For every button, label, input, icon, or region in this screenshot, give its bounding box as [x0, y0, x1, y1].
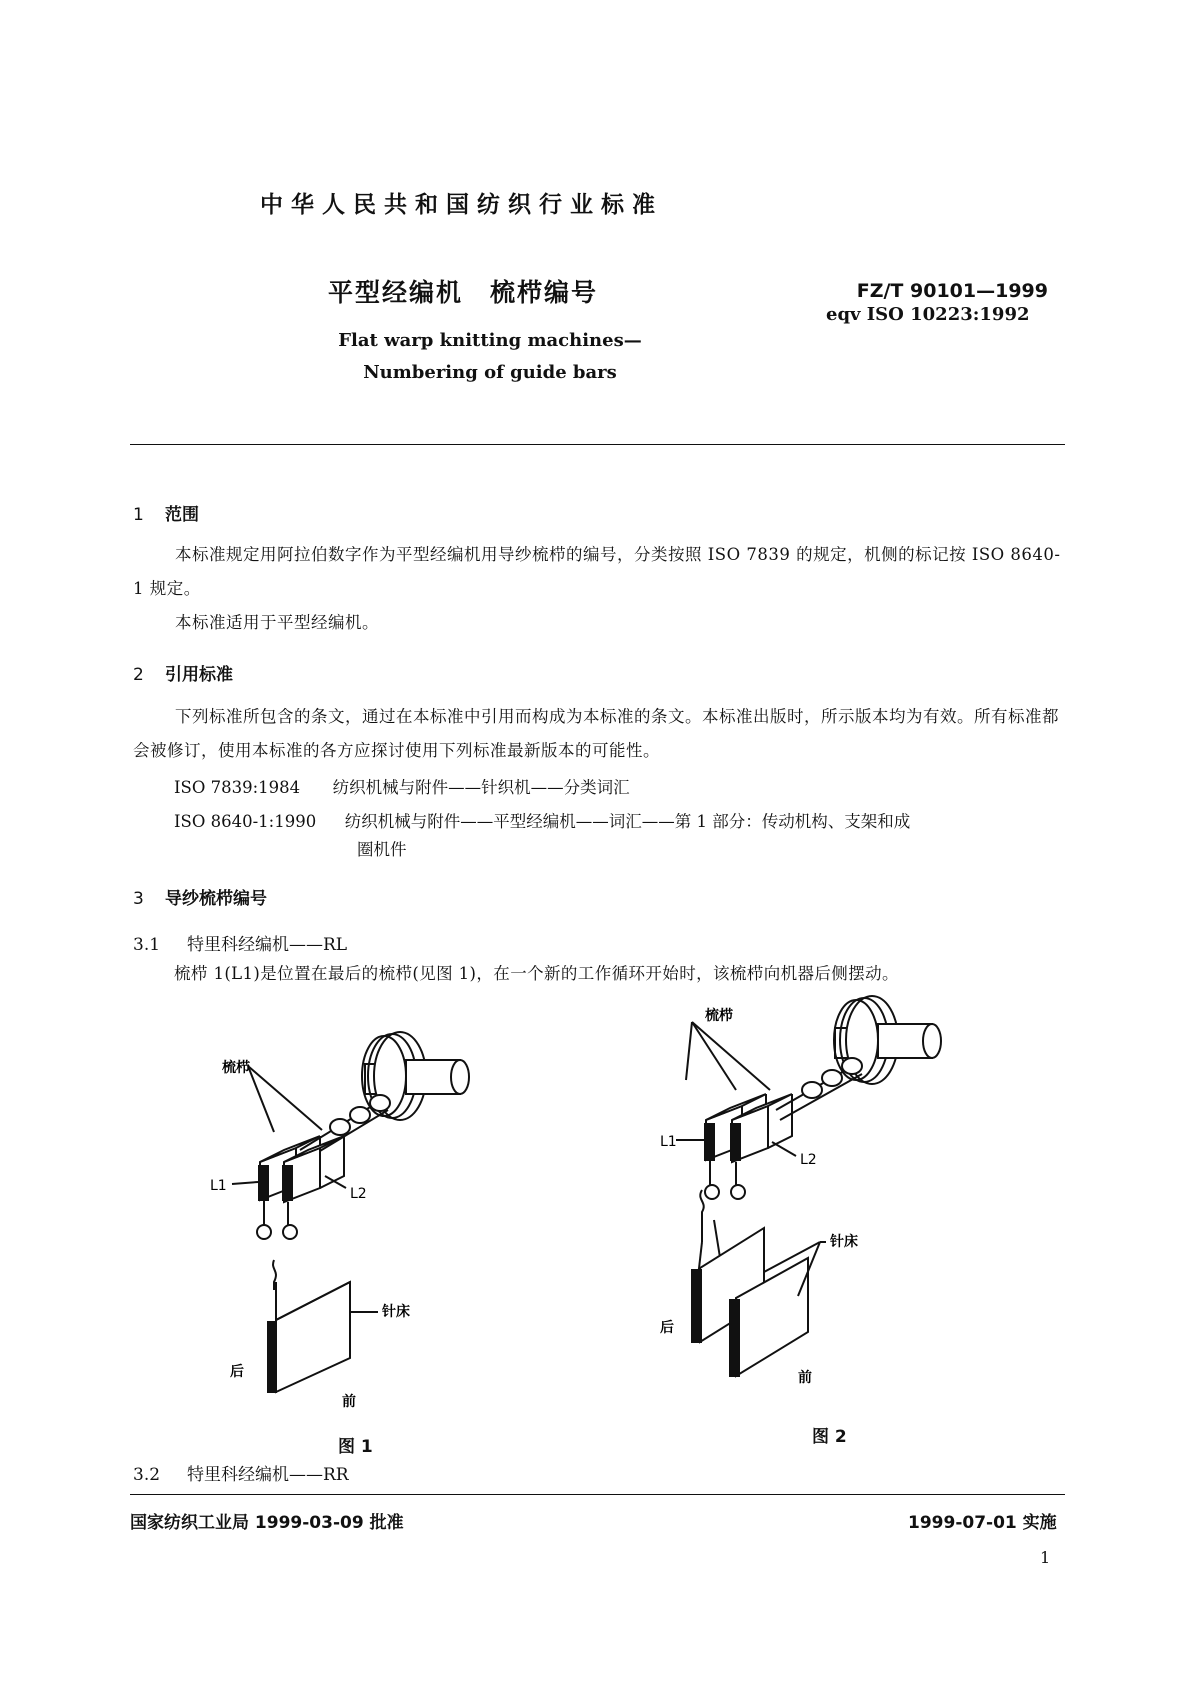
figure-1-caption: 图 1	[338, 1437, 373, 1457]
reference-2	[174, 808, 910, 832]
figure-2-label-l1: L1	[660, 1134, 677, 1150]
figure-1-label-back: 后	[230, 1364, 244, 1380]
section-2-number: 2	[133, 665, 144, 685]
subsection-3-1-number: 3.1	[133, 935, 161, 955]
section-1-heading	[133, 500, 199, 525]
reference-2-title-continued: 圈机件	[357, 840, 407, 859]
reference-2-code: ISO 8640-1:1990	[174, 812, 317, 831]
reference-1	[174, 774, 630, 798]
standard-number: FZ/T 90101—1999	[856, 280, 1048, 302]
section-2-paragraph: 下列标准所包含的条文，通过在本标准中引用而构成为本标准的条文。本标准出版时，所示版本均为有效。所有标准都会被修订，使用本标准的各方应探讨使用下列标准最新版本的可能性。	[133, 707, 1059, 760]
section-2-heading	[133, 660, 233, 685]
page-number: 1	[1040, 1548, 1051, 1567]
section-1-paragraph-2: 本标准适用于平型经编机。	[175, 613, 379, 632]
figure-1-needle-bed	[268, 1282, 350, 1392]
subsection-3-1-title: 特里科经编机——RL	[187, 935, 348, 955]
subsection-3-2-number: 3.2	[133, 1465, 161, 1485]
section-1-title: 范围	[165, 505, 199, 525]
figure-1-label-l2: L2	[350, 1186, 367, 1202]
document-title-cn: 平型经编机 梳栉编号	[328, 278, 599, 307]
figure-2-pattern-chain	[776, 1058, 862, 1120]
reference-1-title: 纺织机械与附件——针织机——分类词汇	[332, 778, 630, 797]
section-3-number: 3	[133, 889, 144, 909]
reference-1-code: ISO 7839:1984	[174, 778, 301, 797]
header-divider	[130, 444, 1065, 445]
section-1-paragraph-1: 本标准规定用阿拉伯数字作为平型经编机用导纱梳栉的编号，分类按照 ISO 7839 的规定，机侧的标记按 ISO 8640-1 规定。	[133, 545, 1061, 598]
figure-2-caption: 图 2	[812, 1427, 847, 1447]
section-3-title: 导纱梳栉编号	[165, 889, 267, 909]
document-title-en-line1: Flat warp knitting machines—	[338, 330, 642, 351]
subsection-3-2-title: 特里科经编机——RR	[187, 1465, 349, 1485]
figure-1-label-l1: L1	[210, 1178, 227, 1194]
document-title-en-line2: Numbering of guide bars	[363, 362, 617, 383]
figure-2-label-needle-bed: 针床	[830, 1234, 858, 1250]
footer-divider	[130, 1494, 1065, 1495]
figure-2-diagram	[660, 980, 1010, 1400]
figure-1-label-needle-bed: 针床	[382, 1304, 410, 1320]
subsection-3-1	[133, 930, 347, 955]
figure-2-label-l2: L2	[800, 1152, 817, 1168]
implementation-date: 1999-07-01 实施	[908, 1513, 1057, 1533]
subsection-3-2	[133, 1460, 349, 1485]
section-2-title: 引用标准	[165, 665, 233, 685]
section-1-number: 1	[133, 505, 144, 525]
industry-standard-title: 中华人民共和国纺织行业标准	[260, 192, 663, 218]
figure-2-label-back: 后	[660, 1320, 674, 1336]
reference-2-title: 纺织机械与附件——平型经编机——词汇——第 1 部分：传动机构、支架和成	[344, 812, 911, 831]
figure-1-diagram	[210, 1020, 540, 1420]
figure-2-label-front: 前	[798, 1370, 812, 1386]
section-3-heading	[133, 884, 267, 909]
approval-date: 国家纺织工业局 1999-03-09 批准	[130, 1513, 404, 1533]
equivalent-standard: eqv ISO 10223:1992	[826, 304, 1030, 325]
subsection-3-1-paragraph: 梳栉 1(L1)是位置在最后的梳栉(见图 1)，在一个新的工作循环开始时，该梳栉向机器后侧摆动。	[174, 964, 899, 983]
figure-1-label-guide-bars: 梳栉	[222, 1060, 250, 1076]
figure-2-label-guide-bars: 梳栉	[705, 1008, 733, 1024]
figure-1-label-front: 前	[342, 1394, 356, 1410]
